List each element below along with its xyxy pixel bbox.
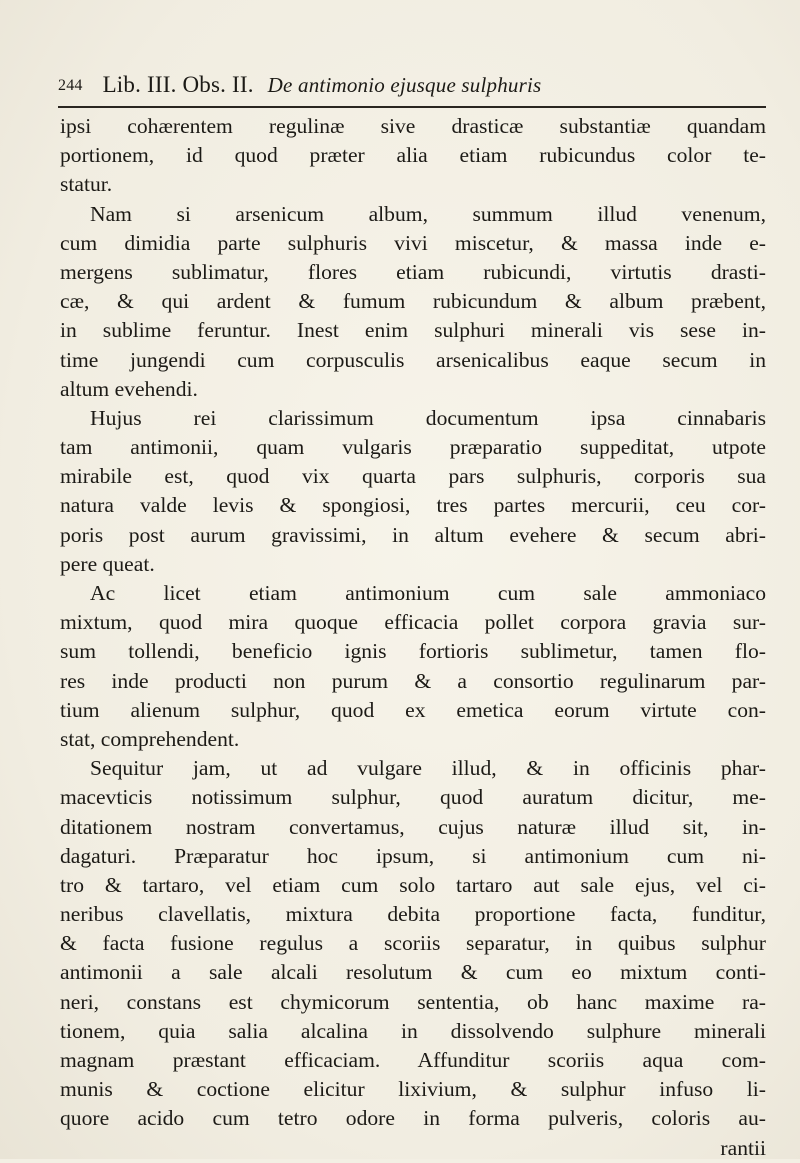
text-line: ditationem nostram convertamus, cujus naturæ illud sit, in- <box>60 814 766 839</box>
catchword: rantii <box>720 1135 766 1160</box>
header-rule <box>58 106 766 108</box>
text-line: tro & tartaro, vel etiam cum solo tartaro aut sale ejus, vel ci- <box>60 872 766 897</box>
text-line: stat, comprehendent. <box>60 726 240 751</box>
text-line: natura valde levis & spongiosi, tres partes mercurii, ceu cor- <box>60 493 766 518</box>
text-line: time jungendi cum corpusculis arsenicalibus eaque secum in <box>60 347 766 372</box>
text-line: pere queat. <box>60 551 155 576</box>
text-line: cæ, & qui ardent & fumum rubicundum & album præbent, <box>60 289 766 314</box>
text-line: mixtum, quod mira quoque efficacia pollet corpora gravia sur- <box>60 610 766 635</box>
text-line: statur. <box>60 172 113 197</box>
text-line: magnam præstant efficaciam. Affunditur scoriis aqua com- <box>60 1048 766 1072</box>
text-line: neribus clavellatis, mixtura debita proportione facta, funditur, <box>60 902 766 927</box>
text-line: tam antimonii, quam vulgaris præparatio suppeditat, utpote <box>60 435 766 460</box>
paragraph-start-line: Nam si arsenicum album, summum illud venenum, <box>90 201 766 226</box>
text-line: macevticis notissimum sulphur, quod auratum dicitur, me- <box>60 785 766 810</box>
text-line: quore acido cum tetro odore in forma pulveris, coloris au- <box>60 1106 766 1131</box>
paragraph-start-line: Sequitur jam, ut ad vulgare illud, & in officinis phar- <box>90 756 766 781</box>
text-line: tionem, quia salia alcalina in dissolvendo sulphure minerali <box>60 1018 766 1043</box>
text-line: sum tollendi, beneficio ignis fortioris sublimetur, tamen flo- <box>60 639 766 664</box>
paragraph-start-line: Ac licet etiam antimonium cum sale ammoniaco <box>90 581 766 605</box>
text-line: ipsi cohærentem regulinæ sive drasticæ substantiæ quandam <box>60 114 766 138</box>
text-line: mergens sublimatur, flores etiam rubicundi, virtutis drasti- <box>60 259 766 284</box>
text-line: portionem, id quod præter alia etiam rubicundus color te- <box>60 143 766 168</box>
text-line: & facta fusione regulus a scoriis separatur, in quibus sulphur <box>60 931 766 956</box>
paragraph-start-line: Hujus rei clarissimum documentum ipsa cinnabaris <box>90 405 766 430</box>
text-line: res inde producti non purum & a consortio regulinarum par- <box>60 668 766 693</box>
running-title: De antimonio ejusque sulphuris <box>267 73 542 97</box>
text-body <box>60 112 766 1163</box>
section-reference: Lib. III. Obs. II. <box>102 72 254 97</box>
text-line: mirabile est, quod vix quarta pars sulphuris, corporis sua <box>60 464 766 489</box>
text-line: dagaturi. Præparatur hoc ipsum, si antimonium cum ni- <box>60 843 766 868</box>
text-line: in sublime feruntur. Inest enim sulphuri minerali vis sese in- <box>60 318 766 343</box>
text-line: poris post aurum gravissimi, in altum evehere & secum abri- <box>60 522 766 547</box>
text-line: neri, constans est chymicorum sententia, ob hanc maxime ra- <box>60 989 766 1014</box>
page-number: 244 <box>58 77 83 94</box>
text-line: munis & coctione elicitur lixivium, & sulphur infuso li- <box>60 1077 766 1102</box>
running-header <box>58 72 758 106</box>
text-line: cum dimidia parte sulphuris vivi miscetur, & massa inde e- <box>60 230 766 255</box>
text-line: altum evehendi. <box>60 376 198 401</box>
text-line: tium alienum sulphur, quod ex emetica eorum virtute con- <box>60 697 766 722</box>
text-line: antimonii a sale alcali resolutum & cum eo mixtum conti- <box>60 960 766 985</box>
